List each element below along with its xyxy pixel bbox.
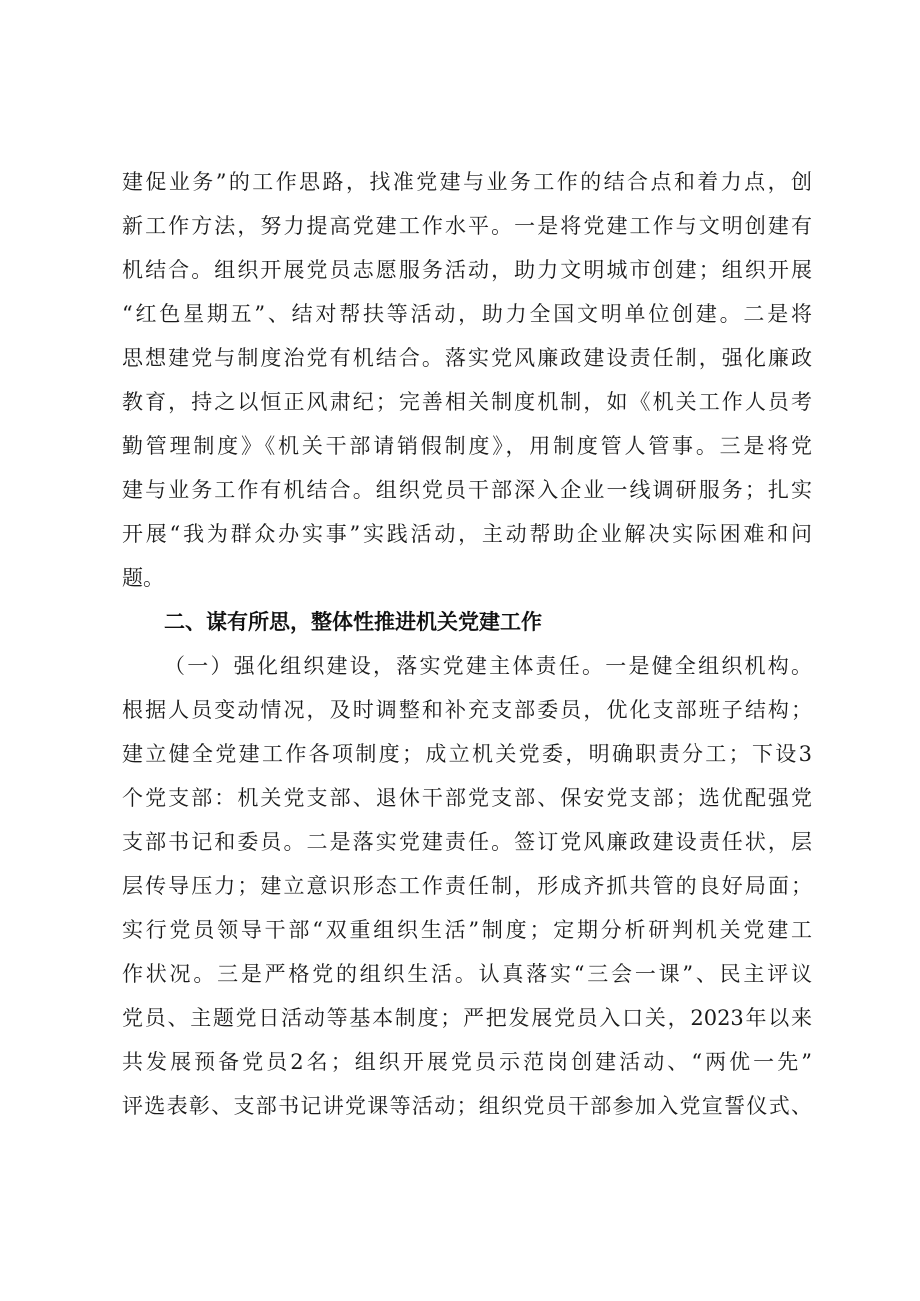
body-text-line: “红色星期五”、结对帮扶等活动，助力全国文明单位创建。二是将 [122, 302, 812, 326]
body-text-line: 支部书记和委员。二是落实党建责任。签订党风廉政建设责任状，层 [122, 830, 812, 854]
body-text-line: 根据人员变动情况，及时调整和补充支部委员，优化支部班子结构； [122, 698, 812, 722]
body-text-line: 教育，持之以恒正风肃纪；完善相关制度机制，如《机关工作人员考 [122, 390, 812, 414]
body-text-line: 思想建党与制度治党有机结合。落实党风廉政建设责任制，强化廉政 [122, 346, 812, 370]
body-text-line: 建促业务”的工作思路，找准党建与业务工作的结合点和着力点，创 [122, 170, 812, 194]
body-text-line: 开展“我为群众办实事”实践活动，主动帮助企业解决实际困难和问 [122, 522, 812, 546]
body-text-line: 层传导压力；建立意识形态工作责任制，形成齐抓共管的良好局面； [122, 874, 812, 898]
body-text-line: 建与业务工作有机结合。组织党员干部深入企业一线调研服务；扎实 [122, 478, 812, 502]
body-text-line: 评选表彰、支部书记讲党课等活动；组织党员干部参加入党宣誓仪式、 [122, 1094, 812, 1118]
body-text-line: 建立健全党建工作各项制度；成立机关党委，明确职责分工；下设3 [122, 742, 812, 766]
subsection-first-line: （一）强化组织建设，落实党建主体责任。一是健全组织机构。 [164, 654, 812, 678]
body-text-line: 个党支部：机关党支部、退休干部党支部、保安党支部；选优配强党 [122, 786, 812, 810]
body-text-line: 实行党员领导干部“双重组织生活”制度；定期分析研判机关党建工 [122, 918, 812, 942]
body-text-line: 作状况。三是严格党的组织生活。认真落实“三会一课”、民主评议 [122, 962, 812, 986]
body-text-line: 新工作方法，努力提高党建工作水平。一是将党建工作与文明创建有 [122, 214, 812, 238]
section-heading: 二、谋有所思，整体性推进机关党建工作 [164, 610, 542, 634]
body-text-line: 党员、主题党日活动等基本制度；严把发展党员入口关，2023年以来 [122, 1006, 812, 1030]
body-text-line: 共发展预备党员2名；组织开展党员示范岗创建活动、“两优一先” [122, 1050, 812, 1074]
body-text-line: 题。 [122, 566, 164, 590]
body-text-line: 机结合。组织开展党员志愿服务活动，助力文明城市创建；组织开展 [122, 258, 812, 282]
body-text-line: 勤管理制度》《机关干部请销假制度》，用制度管人管事。三是将党 [122, 434, 812, 458]
